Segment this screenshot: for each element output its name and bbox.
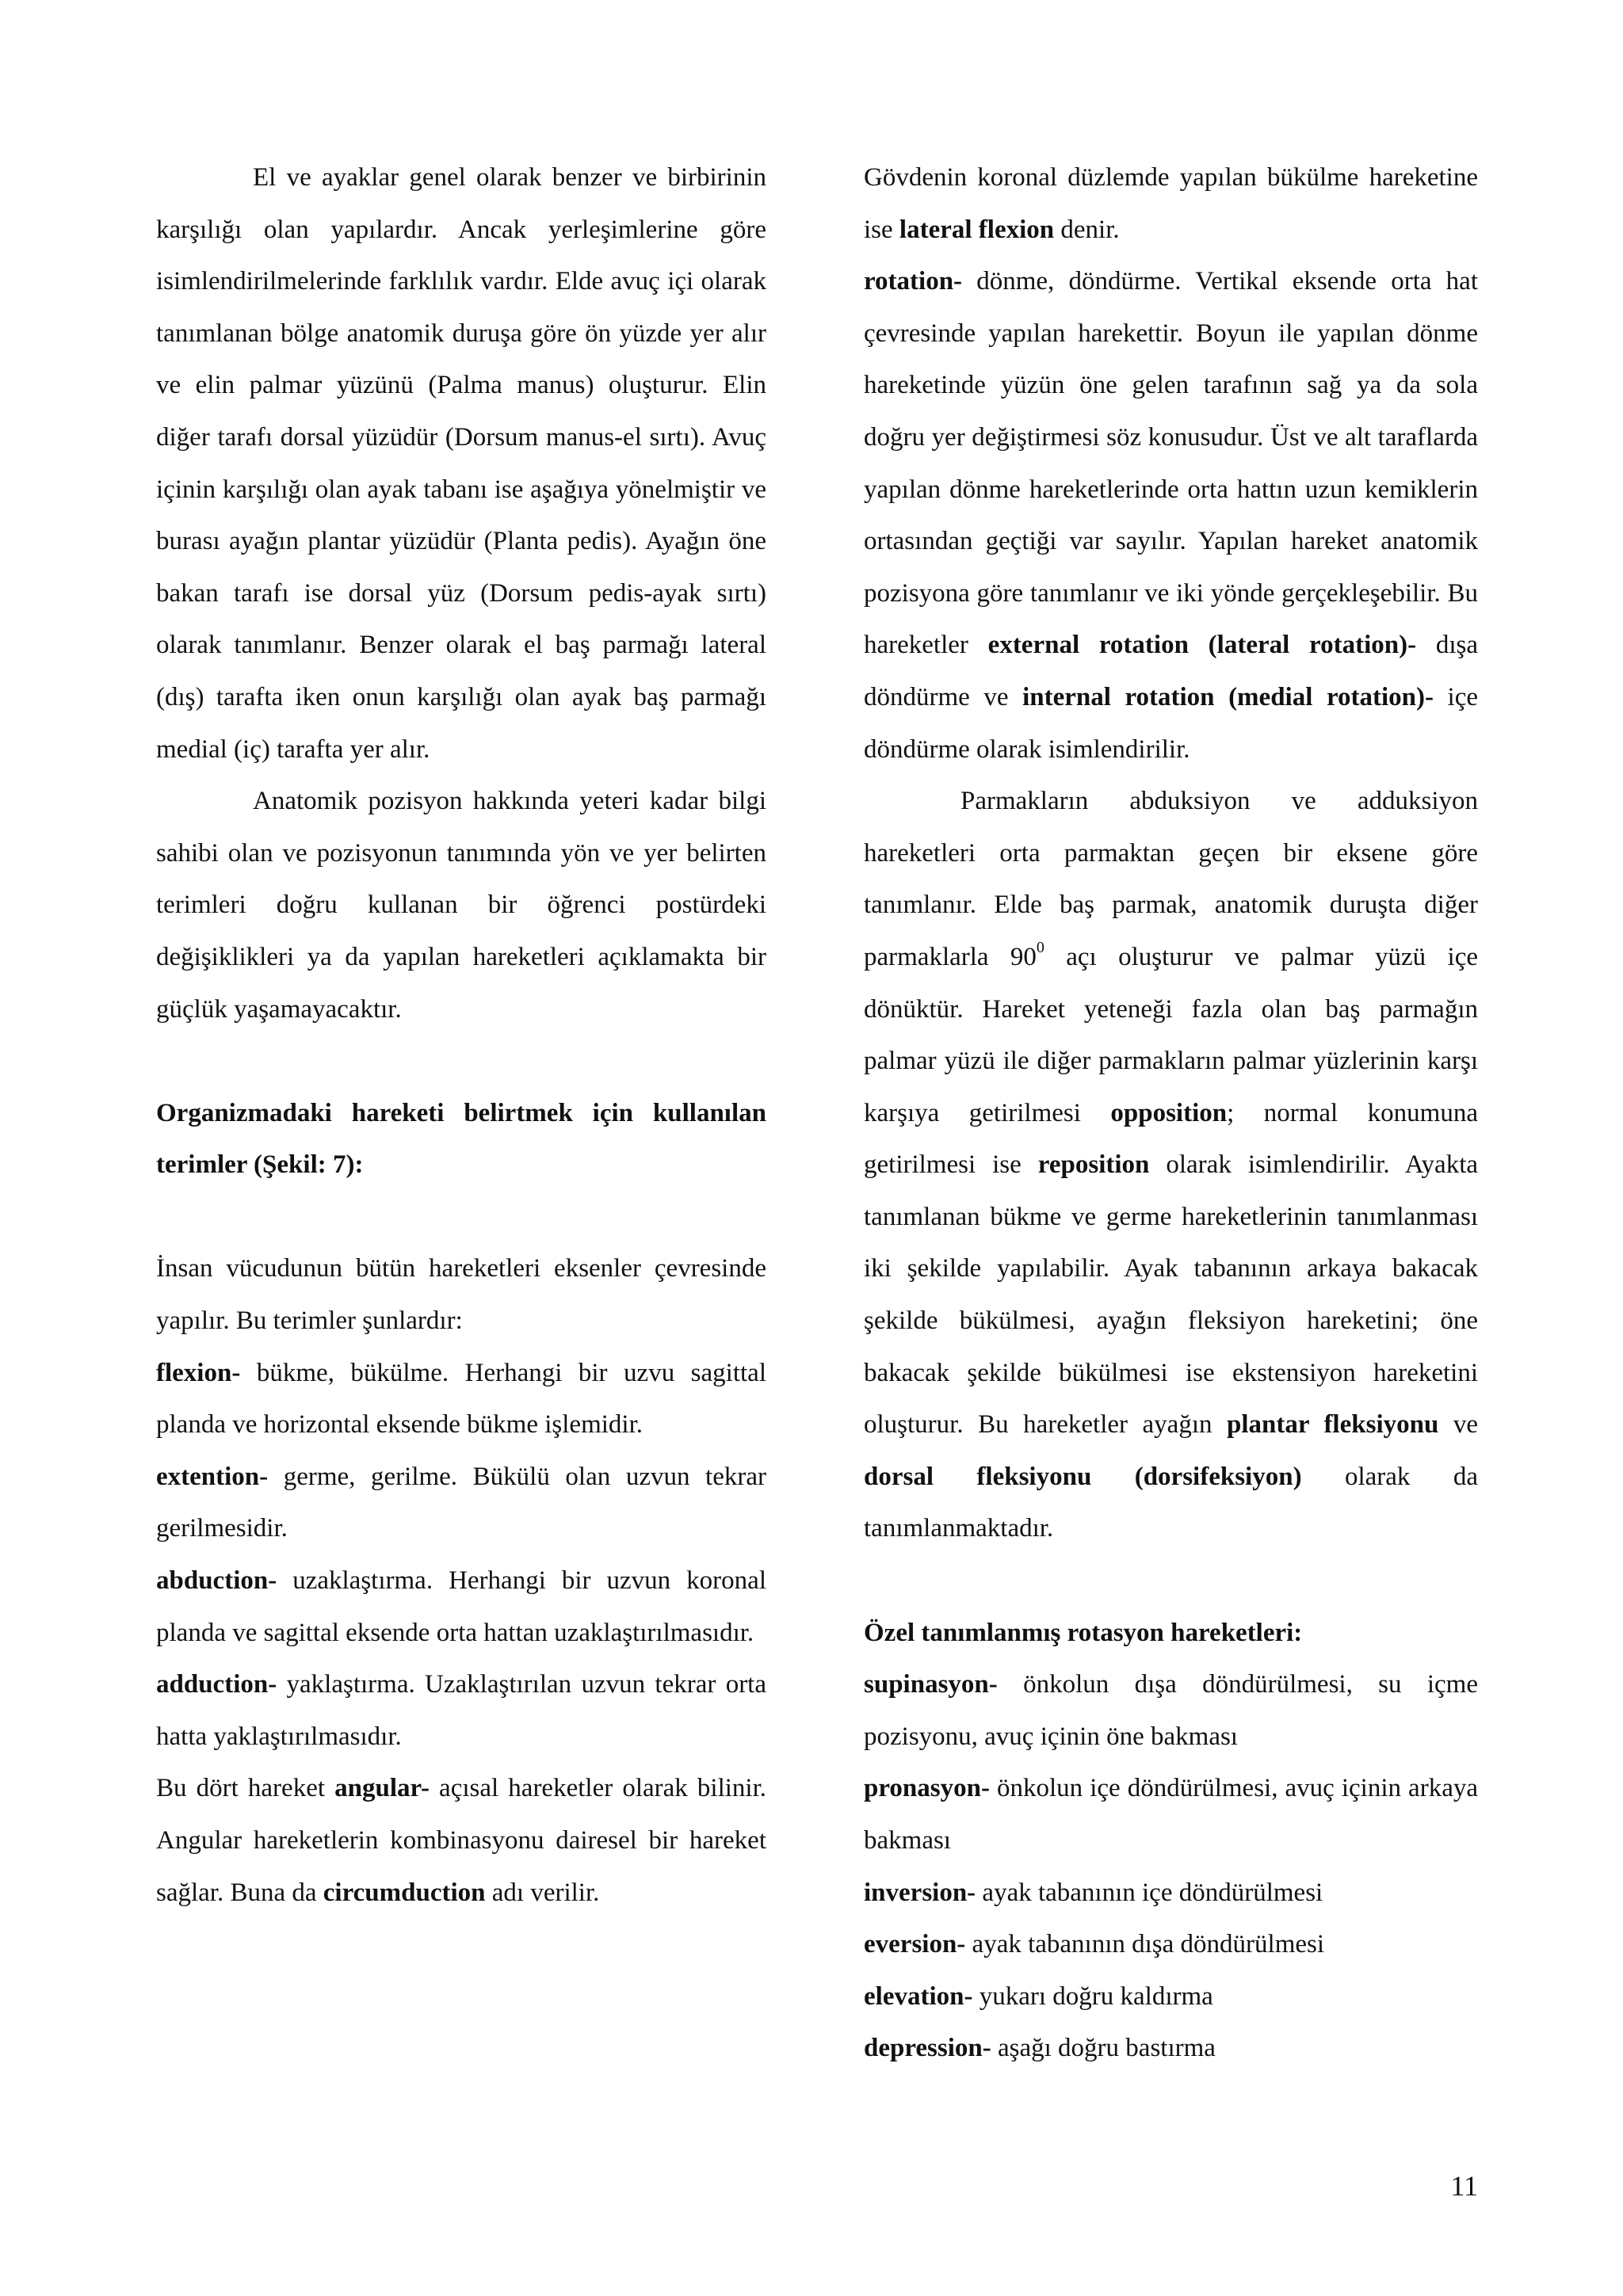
- term-label: reposition: [1037, 1150, 1150, 1180]
- degree-superscript: 0: [1036, 938, 1044, 956]
- term-definition: yaklaştırma. Uzaklaştırılan uzvun tekrar orta hatta yaklaştırılmasıdır.: [156, 1670, 766, 1751]
- term-label: lateral flexion: [899, 215, 1055, 244]
- term-label: rotation-: [864, 267, 963, 296]
- section-heading-movement-terms: Organizmadaki hareketi belirtmek için kullanılan terimler (Şekil: 7):: [156, 1098, 766, 1180]
- term-definition: germe, gerilme. Bükülü olan uzvun tekrar gerilmesidir.: [156, 1462, 766, 1543]
- term-label: extention-: [156, 1462, 269, 1491]
- text-run: denir.: [1054, 215, 1120, 244]
- term-label: elevation-: [864, 1981, 973, 2011]
- term-inversion: [864, 1867, 1478, 1920]
- text-run: olarak da tanımlanmaktadır.: [864, 1462, 1478, 1543]
- section-heading-special-rotation: Özel tanımlanmış rotasyon hareketleri:: [864, 1618, 1303, 1647]
- page-number: 11: [1450, 2170, 1478, 2202]
- text-run: adı verilir.: [485, 1878, 600, 1907]
- term-label: abduction-: [156, 1566, 277, 1596]
- text-run: Bu dört hareket: [156, 1774, 335, 1803]
- term-elevation: [864, 1971, 1478, 2023]
- term-label: plantar fleksiyonu: [1227, 1410, 1439, 1440]
- term-definition: önkolun dışa döndürülmesi, su içme pozisyonu, avuç içinin öne bakması: [864, 1670, 1478, 1751]
- term-label: dorsal fleksiyonu (dorsifeksiyon): [864, 1462, 1302, 1491]
- text-run: dışa döndürme ve: [864, 631, 1478, 711]
- term-definition: önkolun içe döndürülmesi, avuç içinin arkaya bakması: [864, 1774, 1478, 1855]
- paragraph-lateral-flexion: [864, 152, 1478, 256]
- term-label: inversion-: [864, 1878, 976, 1907]
- term-adduction: [156, 1659, 766, 1763]
- term-extention: [156, 1451, 766, 1555]
- paragraph-axes-intro: İnsan vücudunun bütün hareketleri eksenler çevresinde yapılır. Bu terimler şunlardır:: [156, 1254, 766, 1336]
- text-run: içe döndürme olarak isimlendirilir.: [864, 682, 1479, 764]
- term-label: internal rotation (medial rotation)-: [1022, 682, 1434, 711]
- text-run: ve: [1438, 1410, 1478, 1440]
- right-column: [864, 152, 1478, 2075]
- text-run: açısal hareketler olarak bilinir. Angular hareketlerin kombinasyonu dairesel bir hareket sağlar. Buna da: [156, 1774, 766, 1907]
- term-definition: ayak tabanının içe döndürülmesi: [976, 1878, 1323, 1907]
- paragraph-fingers: [864, 776, 1478, 1555]
- term-definition: uzaklaştırma. Herhangi bir uzvun koronal planda ve sagittal eksende orta hattan uzaklaştırılmasıdır.: [156, 1566, 766, 1647]
- left-column: [156, 152, 766, 1919]
- term-label: flexion-: [156, 1358, 241, 1387]
- term-definition: aşağı doğru bastırma: [991, 2034, 1216, 2063]
- term-label: adduction-: [156, 1670, 277, 1699]
- term-definition: yukarı doğru kaldırma: [972, 1981, 1213, 2011]
- text-run: ; normal konumuna getirilmesi ise: [864, 1098, 1478, 1180]
- term-definition: bükme, bükülme. Herhangi bir uzvu sagittal planda ve horizontal eksende bükme işlemidir.: [156, 1358, 766, 1440]
- text-run: olarak isimlendirilir. Ayakta tanımlanan bükme ve germe hareketlerinin tanımlanması iki şekilde yapılabilir. Ayak tabanının arkaya bakacak şekilde bükülmesi, ayağın fleksiyon hareketini; öne bakacak şekilde bükülmesi ise ekstensiyon hareketini oluşturur. Bu hareketler ayağın: [864, 1150, 1479, 1440]
- text-run: Gövdenin koronal düzlemde yapılan bükülme hareketine ise: [864, 163, 1478, 244]
- paragraph-hands-feet: El ve ayaklar genel olarak benzer ve birbirinin karşılığı olan yapılardır. Ancak yerleşimlerine göre isimlendirilmelerinde farklılık vardır. Elde avuç içi olarak tanımlanan bölge anatomik duruşa göre ön yüzde yer alır ve elin palmar yüzünü (Palma manus) oluşturur. Elin diğer tarafı dorsal yüzüdür (Dorsum manus-el sırtı). Avuç içinin karşılığı olan ayak tabanı ise aşağıya yönelmiştir ve burası ayağın plantar yüzüdür (Planta pedis). Ayağın öne bakan tarafı ise dorsal yüz (Dorsum pedis-ayak sırtı) olarak tanımlanır. Benzer olarak el baş parmağı lateral (dış) tarafta iken onun karşılığı olan ayak baş parmağı medial (iç) tarafta yer alır.: [156, 163, 766, 764]
- term-label: angular-: [334, 1774, 430, 1803]
- term-label: supinasyon-: [864, 1670, 998, 1699]
- term-label: opposition: [1110, 1098, 1228, 1127]
- term-definition: ayak tabanının dışa döndürülmesi: [965, 1930, 1325, 1959]
- term-abduction: [156, 1555, 766, 1659]
- term-label: eversion-: [864, 1930, 966, 1959]
- term-label: external rotation (lateral rotation)-: [987, 631, 1417, 660]
- term-flexion: [156, 1348, 766, 1451]
- term-label: circumduction: [323, 1878, 486, 1907]
- term-label: depression-: [864, 2034, 991, 2063]
- paragraph-angular: [156, 1763, 766, 1919]
- term-supinasyon: [864, 1659, 1478, 1763]
- paragraph-anatomic-position: Anatomik pozisyon hakkında yeteri kadar bilgi sahibi olan ve pozisyonun tanımında yön ve yer belirten terimleri doğru kullanan bir öğrenci postürdeki değişiklikleri ya da yapılan hareketleri açıklamakta bir güçlük yaşamayacaktır.: [156, 787, 766, 1024]
- term-pronasyon: [864, 1763, 1478, 1867]
- text-run: açı oluşturur ve palmar yüzü içe dönüktür. Hareket yeteneği fazla olan baş parmağın palmar yüzü ile diğer parmakların palmar yüzlerinin karşı karşıya getirilmesi: [864, 942, 1478, 1127]
- term-rotation: [864, 256, 1478, 776]
- term-eversion: [864, 1919, 1478, 1971]
- term-label: pronasyon-: [864, 1774, 990, 1803]
- term-depression: [864, 2023, 1478, 2075]
- term-definition: dönme, döndürme. Vertikal eksende orta hat çevresinde yapılan harekettir. Boyun ile yapılan dönme hareketinde yüzün öne gelen tarafının sağ ya da sola doğru yer değiştirmesi söz konusudur. Üst ve alt taraflarda yapılan dönme hareketlerinde orta hattın uzun kemiklerin ortasından geçtiği var sayılır. Yapılan hareket anatomik pozisyona göre tanımlanır ve iki yönde gerçekleşebilir. Bu hareketler: [864, 267, 1478, 660]
- text-run: Parmakların abduksiyon ve adduksiyon hareketleri orta parmaktan geçen bir eksene göre tanımlanır. Elde baş parmak, anatomik duruşta diğer parmaklarla 90: [864, 787, 1478, 971]
